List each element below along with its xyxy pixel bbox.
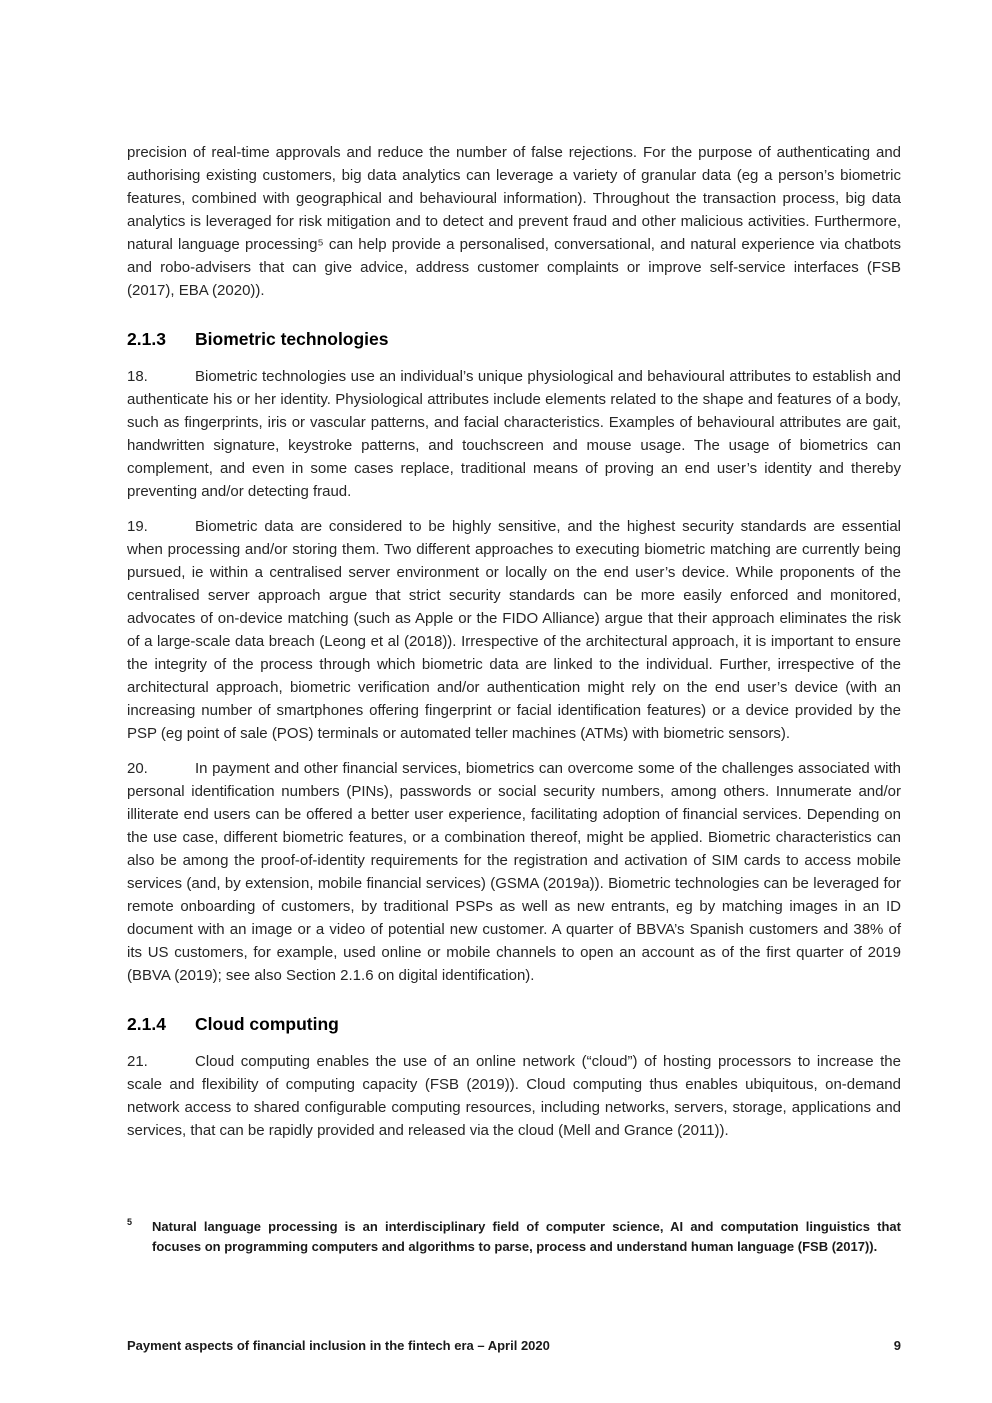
section-title: Biometric technologies [195,329,389,349]
paragraph-18 [127,365,901,503]
page-footer [127,1338,901,1353]
paragraph-text: Biometric technologies use an individual’s unique physiological and behavioural attributes to establish and authenticate his or her identity. Physiological attributes include elements related to the shape and features of a body, such as fingerprints, iris or vascular patterns, and facial characteristics. Examples of behavioural attributes are gait, handwritten signature, keystroke patterns, and touchscreen and mouse usage. The usage of biometrics can complement, and even in some cases replace, traditional means of proving an end user’s identity and thereby preventing and/or detecting fraud. [127,368,901,500]
paragraph-number: 21. [127,1053,148,1070]
paragraph-text: In payment and other financial services, biometrics can overcome some of the challenges associated with personal identification numbers (PINs), passwords or social security numbers, among others. Innumerate and/or illiterate end users can be offered a better user experience, facilitating adoption of financial services. Depending on the use case, different biometric features, or a combination thereof, might be applied. Biometric characteristics can also be among the proof-of-identity requirements for the registration and activation of SIM cards to access mobile services (and, by extension, mobile financial services) (GSMA (2019a)). Biometric technologies can be leveraged for remote onboarding of customers, by traditional PSPs as well as new entrants, eg by matching images in an ID document with an image or a video of potential new customer. A quarter of BBVA’s Spanish customers and 38% of its US customers, for example, used online or mobile channels to open an account as of the first quarter of 2019 (BBVA (2019); see also Section 2.1.6 on digital identification). [127,760,901,984]
intro-paragraph: precision of real-time approvals and reduce the number of false rejections. For the purpose of authenticating and authorising existing customers, big data analytics can leverage a variety of granular data (eg a person’s biometric features, combined with geographical and behavioural information). Throughout the transaction process, big data analytics is leveraged for risk mitigation and to detect and prevent fraud and other malicious activities. Furthermore, natural language processing⁵ can help provide a personalised, conversational, and natural experience via chatbots and robo-advisers that can give advice, address customer complaints or improve self-service interfaces (FSB (2017), EBA (2020)). [127,144,901,299]
paragraph-text: Cloud computing enables the use of an online network (“cloud”) of hosting processors to increase the scale and flexibility of computing capacity (FSB (2019)). Cloud computing thus enables ubiquitous, on-demand network access to shared configurable computing resources, including networks, servers, storage, applications and services, that can be rapidly provided and released via the cloud (Mell and Grance (2011)). [127,1053,901,1139]
page-number: 9 [893,1338,901,1353]
section-heading-2-1-4 [127,1013,901,1035]
page-content [127,141,901,1154]
footer-title: Payment aspects of financial inclusion in the fintech era – April 2020 [127,1338,550,1353]
footnote-text: Natural language processing is an interdisciplinary field of computer science, AI and computation linguistics that focuses on programming computers and algorithms to parse, process and understand human language (FSB (2017)). [152,1219,901,1254]
paragraph-20 [127,757,901,987]
paragraph-number: 19. [127,518,148,535]
paragraph-21 [127,1050,901,1142]
paragraph-number: 20. [127,760,148,777]
section-title: Cloud computing [195,1014,339,1034]
paragraph-19 [127,515,901,745]
section-heading-2-1-3 [127,328,901,350]
section-number: 2.1.3 [127,329,166,349]
paragraph-number: 18. [127,368,148,385]
section-number: 2.1.4 [127,1014,166,1034]
footnote-marker: 5 [127,1217,133,1227]
paragraph-text: Biometric data are considered to be highly sensitive, and the highest security standards are essential when processing and/or storing them. Two different approaches to executing biometric matching are currently being pursued, ie within a centralised server environment or locally on the end user’s device. While proponents of the centralised server approach argue that strict security standards can be more easily enforced and monitored, advocates of on-device matching (such as Apple or the FIDO Alliance) argue that their approach eliminates the risk of a large-scale data breach (Leong et al (2018)). Irrespective of the architectural approach, it is important to ensure the integrity of the process through which biometric data are linked to the individual. Further, irrespective of the architectural approach, biometric verification and/or authentication might rely on the end user’s device (with an increasing number of smartphones offering fingerprint or facial identification features) or a device provided by the PSP (eg point of sale (POS) terminals or automated teller machines (ATMs) with biometric sensors). [127,518,901,742]
footnote [127,1212,901,1257]
